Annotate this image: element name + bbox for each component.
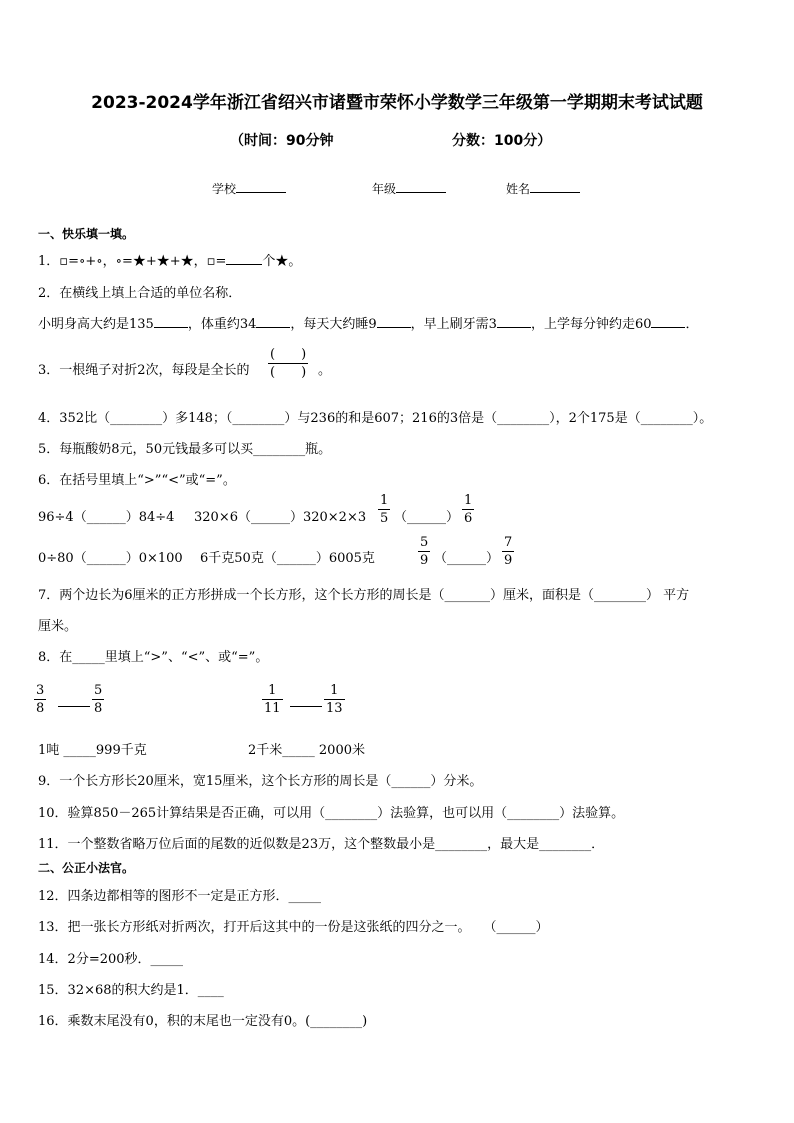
q6-r2-fraction-2	[502, 534, 514, 569]
q6-r1-f1-den: 5	[380, 511, 389, 526]
q6-r1-f1-num: 1	[380, 493, 389, 508]
q2-blank-5[interactable]	[651, 315, 685, 328]
q2-blank-3[interactable]	[377, 315, 411, 328]
q2-d: ，早上刷牙需3	[410, 317, 497, 332]
q2-c: ，每天大约睡9	[290, 317, 377, 332]
exam-score: 分数：100分）	[452, 133, 552, 149]
question-13: 13．把一张长方形纸对折两次，打开后这其中的一份是这张纸的四分之一。 （______）	[38, 920, 549, 935]
question-4: 4．352比（________）多148；（________）与236的和是607；216的3倍是（________），2个175是（________）。	[38, 411, 713, 426]
q1-text: 1．▫=∘+∘，∘=★+★+★，▫=	[38, 254, 227, 269]
q8-c-den: 11	[264, 701, 281, 716]
q8-r2-b: 2千米_____ 2000米	[248, 743, 365, 758]
section-2-heading: 二、公正小法官。	[38, 861, 135, 875]
q8-fraction-a	[34, 682, 46, 717]
question-5: 5．每瓶酸奶8元，50元钱最多可以买________瓶。	[38, 442, 332, 457]
grade-label: 年级	[372, 182, 397, 196]
q6-r2-f1-den: 9	[420, 553, 429, 568]
q8-b-num: 5	[94, 683, 103, 698]
q2-blank-2[interactable]	[256, 315, 290, 328]
name-blank[interactable]	[530, 180, 580, 193]
q1-end: 个★。	[262, 254, 302, 269]
q3-fraction[interactable]	[268, 346, 308, 381]
q8-r2-a: 1吨 _____999千克	[38, 743, 147, 758]
q3-end: 。	[318, 363, 332, 378]
grade-blank[interactable]	[396, 180, 446, 193]
question-16: 16．乘数末尾没有0，积的末尾也一定没有0。(________)	[38, 1014, 368, 1029]
q8-b-den: 8	[94, 701, 103, 716]
q2-b: ，体重约34	[187, 317, 257, 332]
q6-r2-mid[interactable]: （______）	[434, 551, 500, 566]
school-blank[interactable]	[236, 180, 286, 193]
question-10: 10．验算850－265计算结果是否正确，可以用（________）法验算，也可以用（________）法验算。	[38, 806, 625, 821]
q6-r1-b: 320×6（______）320×2×3	[194, 510, 367, 525]
q6-r1-a: 96÷4（______）84÷4	[38, 510, 175, 525]
q8-d-num: 1	[330, 683, 339, 698]
q6-r1-fraction-2	[462, 492, 474, 527]
q6-r2-b: 6千克50克（______）6005克	[200, 551, 375, 566]
school-field[interactable]	[212, 180, 286, 197]
q2-e: ，上学每分钟约走60	[530, 317, 652, 332]
q6-r2-fraction-1	[418, 534, 430, 569]
q3-denominator[interactable]: ( )	[270, 365, 307, 380]
page-title: 2023-2024学年浙江省绍兴市诸暨市荣怀小学数学三年级第一学期期末考试试题	[91, 93, 703, 113]
q6-r2-f2-den: 9	[504, 553, 513, 568]
question-14: 14．2分=200秒．_____	[38, 952, 184, 967]
q8-a-den: 8	[36, 701, 45, 716]
question-3: 3．一根绳子对折2次，每段是全长的	[38, 363, 250, 378]
question-9: 9．一个长方形长20厘米，宽15厘米，这个长方形的周长是（______）分米。	[38, 774, 483, 789]
section-1-heading: 一、快乐填一填。	[38, 227, 135, 241]
q6-r2-f1-num: 5	[420, 535, 429, 550]
q6-r1-fraction-1	[378, 492, 390, 527]
question-8: 8．在_____里填上“>”、“<”、或“=”。	[38, 650, 269, 665]
q8-d-den: 13	[326, 701, 343, 716]
q8-fraction-b	[92, 682, 104, 717]
question-7: 7．两个边长为6厘米的正方形拼成一个长方形，这个长方形的周长是（_______）厘米，面积是（________） 平方	[38, 588, 690, 603]
q2-blank-1[interactable]	[154, 315, 188, 328]
q6-r1-f2-den: 6	[464, 511, 473, 526]
q8-blank-2[interactable]	[290, 706, 322, 707]
question-15: 15．32×68的积大约是1．____	[38, 983, 224, 998]
question-2-line	[38, 313, 699, 332]
question-6: 6．在括号里填上“>”“<”或“=”。	[38, 473, 236, 488]
name-field[interactable]	[506, 180, 580, 197]
question-11: 11．一个整数省略万位后面的尾数的近似数是23万，这个整数最小是________，最大是________．	[38, 837, 605, 852]
school-label: 学校	[212, 182, 237, 196]
name-label: 姓名	[506, 182, 531, 196]
q2-a: 小明身高大约是135	[38, 317, 154, 332]
q2-blank-4[interactable]	[497, 315, 531, 328]
question-1	[38, 250, 301, 269]
question-12: 12．四条边都相等的图形不一定是正方形．_____	[38, 889, 322, 904]
question-7-cont: 厘米。	[38, 619, 78, 634]
q8-c-num: 1	[268, 683, 277, 698]
question-2: 2．在横线上填上合适的单位名称．	[38, 286, 242, 301]
q6-r1-f2-num: 1	[464, 493, 473, 508]
q8-fraction-c	[262, 682, 283, 717]
q1-blank[interactable]	[226, 252, 262, 265]
q3-numerator[interactable]: ( )	[270, 347, 307, 362]
q6-r2-a: 0÷80（______）0×100	[38, 551, 183, 566]
q8-fraction-d	[324, 682, 345, 717]
q8-blank-1[interactable]	[58, 706, 90, 707]
q2-f: ．	[685, 317, 699, 332]
grade-field[interactable]	[372, 180, 446, 197]
q6-r2-f2-num: 7	[504, 535, 513, 550]
exam-time: （时间：90分钟	[230, 133, 334, 149]
q8-a-num: 3	[36, 683, 45, 698]
q6-r1-mid[interactable]: （______）	[394, 510, 460, 525]
